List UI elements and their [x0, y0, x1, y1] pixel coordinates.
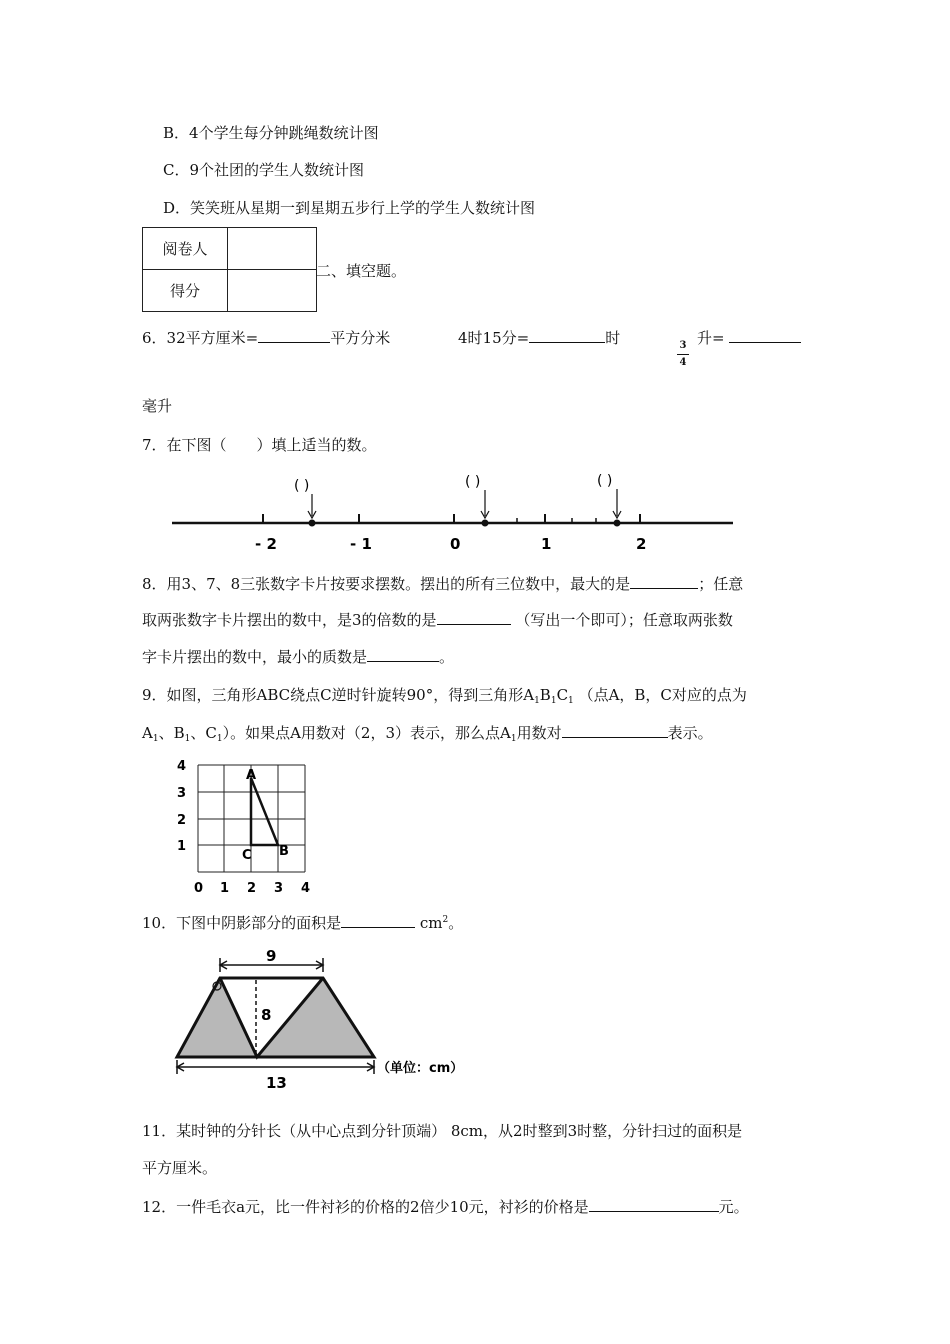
- option-c: C．9个社团的学生人数统计图: [163, 161, 365, 179]
- q9-sub: 1: [568, 696, 574, 706]
- q10-text: 。: [448, 914, 464, 932]
- q12-blank[interactable]: [589, 1195, 719, 1212]
- q8-text: 取两张数字卡片摆出的数中，是3的倍数的是: [142, 611, 437, 629]
- x-tick: 4: [301, 881, 311, 896]
- q6-unit1: 平方分米: [330, 329, 391, 347]
- fraction-denominator: 4: [679, 357, 687, 368]
- q9-text: ）。如果点A用数对（2，3）表示，那么点A: [222, 724, 511, 742]
- reviewer-box[interactable]: [228, 228, 317, 270]
- q12-line: [142, 1195, 749, 1217]
- q10-text: 10．下图中阴影部分的面积是: [142, 914, 342, 932]
- q8-line-2: [142, 608, 733, 630]
- fraction-numerator: 3: [679, 340, 687, 351]
- top-dim-label: 9: [266, 947, 277, 965]
- q8-blank-3[interactable]: [367, 645, 439, 662]
- tick-label: - 2: [255, 535, 277, 553]
- q12-text: 元。: [718, 1198, 749, 1216]
- number-line: [160, 470, 750, 555]
- q9-text: C: [556, 686, 569, 704]
- q10-line: [142, 910, 463, 933]
- tick-label: 0: [450, 535, 461, 553]
- tick-label: 2: [636, 535, 647, 553]
- triangle-abc: [251, 778, 278, 845]
- answer-paren[interactable]: ( ): [465, 474, 481, 490]
- q11-line-1: 11．某时钟的分针长（从中心点到分针顶端） 8cm，从2时整到3时整，分针扫过的面积是: [142, 1122, 743, 1140]
- q9-text: （点A，B，C对应的点为: [578, 686, 747, 704]
- q6-blank-3[interactable]: [729, 326, 801, 343]
- q6-unit2: 时: [605, 329, 621, 347]
- point-3: [614, 520, 621, 527]
- score-box[interactable]: [228, 270, 317, 312]
- point-b-label: B: [279, 844, 289, 859]
- q9-text: A: [142, 724, 153, 742]
- point-c-label: C: [242, 848, 252, 863]
- q9-sub: 1: [152, 734, 159, 744]
- q9-text: 、C: [190, 724, 217, 742]
- q9-text: B: [539, 686, 551, 704]
- y-tick: 1: [177, 839, 187, 854]
- reviewer-label: 阅卷人: [143, 228, 228, 270]
- q8-text: 字卡片摆出的数中，最小的质数是: [142, 648, 368, 666]
- answer-paren[interactable]: ( ): [294, 478, 310, 494]
- q6-line-3: [697, 326, 801, 348]
- q9-sub: 1: [534, 696, 540, 706]
- q9-sub: 1: [510, 734, 517, 744]
- y-tick: 2: [177, 813, 187, 828]
- q9-text: 表示。: [667, 724, 713, 742]
- section-title: 二、填空题。: [316, 262, 407, 280]
- q9-line-1: [142, 685, 747, 711]
- rotation-grid: [166, 755, 326, 897]
- q8-line-1: [142, 572, 743, 594]
- score-table: [142, 227, 317, 312]
- q6-unit3: 升=: [697, 329, 725, 347]
- q9-sub: 1: [184, 734, 191, 744]
- option-b: B．4个学生每分钟跳绳数统计图: [163, 124, 379, 142]
- q9-text: 9．如图，三角形ABC绕点C逆时针旋转90°，得到三角形A: [142, 686, 535, 704]
- shaded-right: [257, 978, 374, 1057]
- point-1: [309, 520, 316, 527]
- q9-line-2: [142, 721, 713, 749]
- q9-text: 、B: [158, 724, 185, 742]
- y-tick: 3: [177, 786, 187, 801]
- q8-text: ；任意: [698, 575, 744, 593]
- fraction: [677, 340, 689, 369]
- q8-text: （写出一个即可）；任意取两张数: [515, 611, 733, 629]
- x-tick: 2: [247, 881, 257, 896]
- y-tick: 4: [177, 759, 187, 774]
- score-label: 得分: [143, 270, 228, 312]
- height-label: 8: [261, 1006, 272, 1024]
- point-a-label: A: [246, 768, 257, 783]
- fraction-bar: [677, 354, 689, 355]
- q6-tail: 毫升: [142, 397, 173, 415]
- answer-paren[interactable]: ( ): [597, 473, 613, 489]
- tick-label: - 1: [350, 535, 372, 553]
- q9-sub: 1: [216, 734, 223, 744]
- tick-label: 1: [541, 535, 552, 553]
- q10-blank[interactable]: [341, 911, 415, 928]
- q7-text: 7．在下图（ ）填上适当的数。: [142, 436, 377, 454]
- q8-text: 。: [439, 648, 455, 666]
- q10-sup: 2: [442, 915, 449, 925]
- q8-line-3: [142, 645, 454, 667]
- q12-text: 12．一件毛衣a元，比一件衬衫的价格的2倍少10元，衬衫的价格是: [142, 1198, 589, 1216]
- x-tick: 0: [194, 881, 204, 896]
- q6-line: [142, 326, 390, 348]
- q6-blank-1[interactable]: [258, 326, 330, 343]
- option-d: D．笑笑班从星期一到星期五步行上学的学生人数统计图: [163, 199, 536, 217]
- x-tick: 3: [274, 881, 284, 896]
- x-tick: 1: [220, 881, 230, 896]
- q8-blank-2[interactable]: [437, 608, 511, 625]
- q8-text: 8．用3、7、8三张数字卡片按要求摆数。摆出的所有三位数中，最大的是: [142, 575, 631, 593]
- q9-text: 用数对: [516, 724, 562, 742]
- q9-blank[interactable]: [562, 721, 668, 738]
- shaded-trapezoid: [165, 944, 495, 1094]
- q8-blank-1[interactable]: [630, 572, 698, 589]
- q6-line-2: [458, 326, 620, 348]
- q6-part2: 4时15分=: [458, 329, 530, 347]
- q6-blank-2[interactable]: [529, 326, 605, 343]
- bottom-dim-label: 13: [266, 1074, 287, 1092]
- q11-line-2: 平方厘米。: [142, 1159, 218, 1177]
- q10-text: cm: [419, 914, 443, 932]
- q6-part1: 6．32平方厘米=: [142, 329, 259, 347]
- q9-sub: 1: [550, 696, 557, 706]
- point-2: [482, 520, 489, 527]
- unit-label: （单位：cm）: [377, 1061, 464, 1076]
